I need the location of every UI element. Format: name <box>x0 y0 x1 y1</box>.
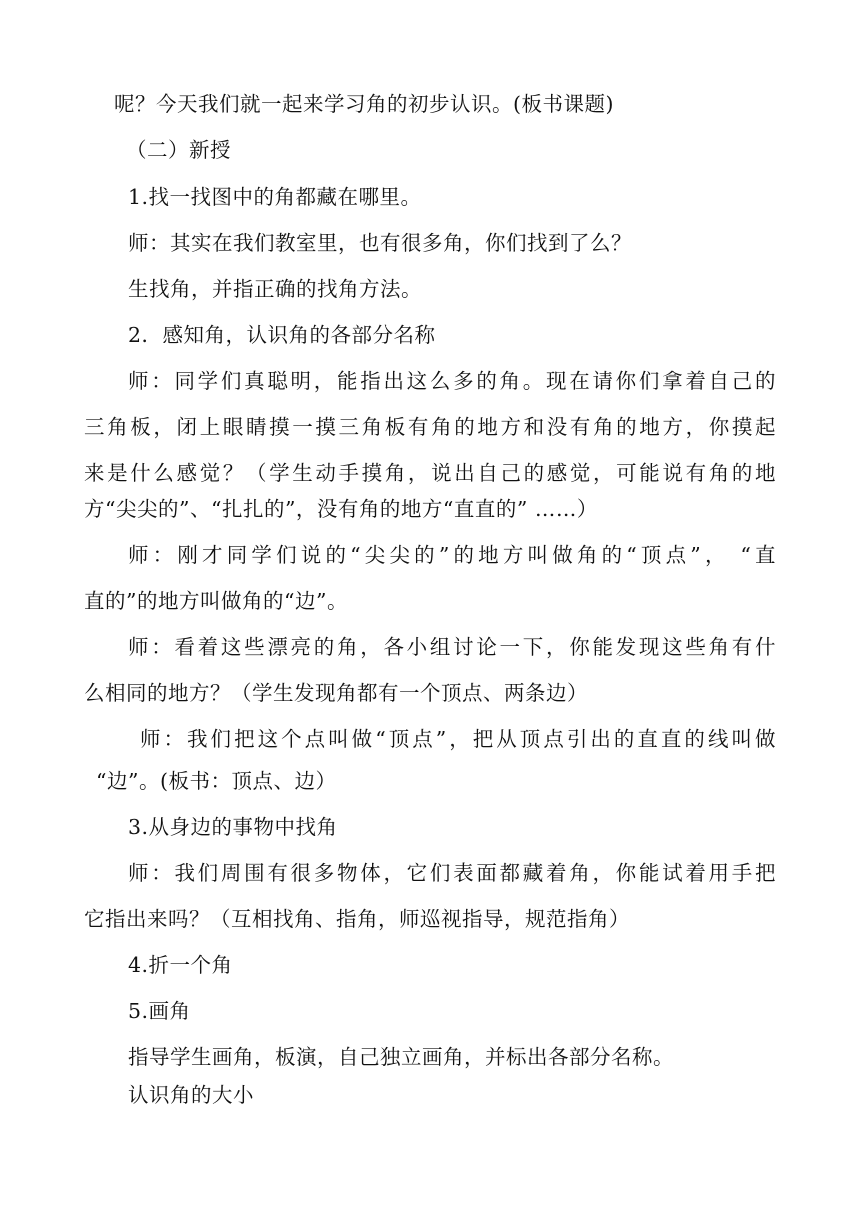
text-line-5: 生找角，并指正确的找角方法。 <box>128 277 422 301</box>
text-line-13: 师：看着这些漂亮的角，各小组讨论一下，你能发现这些角有什 <box>128 635 776 659</box>
text-line-15: 师：我们把这个点叫做“顶点”，把从顶点引出的直直的线叫做 <box>140 727 776 751</box>
text-line-12: 直的”的地方叫做角的“边”。 <box>84 589 348 613</box>
text-line-19: 它指出来吗？（互相找角、指角，师巡视指导，规范指角） <box>84 907 630 931</box>
text-line-4: 师：其实在我们教室里，也有很多角，你们找到了么？ <box>128 231 632 255</box>
step-3-heading: 3.从身边的事物中找角 <box>128 815 338 839</box>
text-line-16: “边”。(板书：顶点、边） <box>96 769 337 793</box>
text-line-9: 来是什么感觉？（学生动手摸角，说出自己的感觉，可能说有角的地 <box>84 461 776 485</box>
text-line-1: 呢？今天我们就一起来学习角的初步认识。(板书课题) <box>114 92 614 116</box>
step-1-heading: 1.找一找图中的角都藏在哪里。 <box>128 185 422 209</box>
section-heading-new-lesson: （二）新授 <box>126 138 231 162</box>
text-line-8: 三角板，闭上眼睛摸一摸三角板有角的地方和没有角的地方，你摸起 <box>84 415 776 439</box>
text-line-14: 么相同的地方？（学生发现角都有一个顶点、两条边） <box>84 681 588 705</box>
text-line-10: 方“尖尖的”、“扎扎的”，没有角的地方“直直的” ……） <box>84 497 598 521</box>
step-4-heading: 4.折一个角 <box>128 953 233 977</box>
text-line-22: 指导学生画角，板演，自己独立画角，并标出各部分名称。 <box>128 1045 674 1069</box>
step-2-heading: 2．感知角，认识角的各部分名称 <box>128 323 436 347</box>
text-line-7: 师：同学们真聪明，能指出这么多的角。现在请你们拿着自己的 <box>128 369 776 393</box>
text-line-11: 师：刚才同学们说的“尖尖的”的地方叫做角的“顶点”， “直 <box>128 543 776 567</box>
text-line-23: 认识角的大小 <box>128 1083 254 1107</box>
step-5-heading: 5.画角 <box>128 999 191 1023</box>
text-line-18: 师：我们周围有很多物体，它们表面都藏着角，你能试着用手把 <box>128 861 776 885</box>
